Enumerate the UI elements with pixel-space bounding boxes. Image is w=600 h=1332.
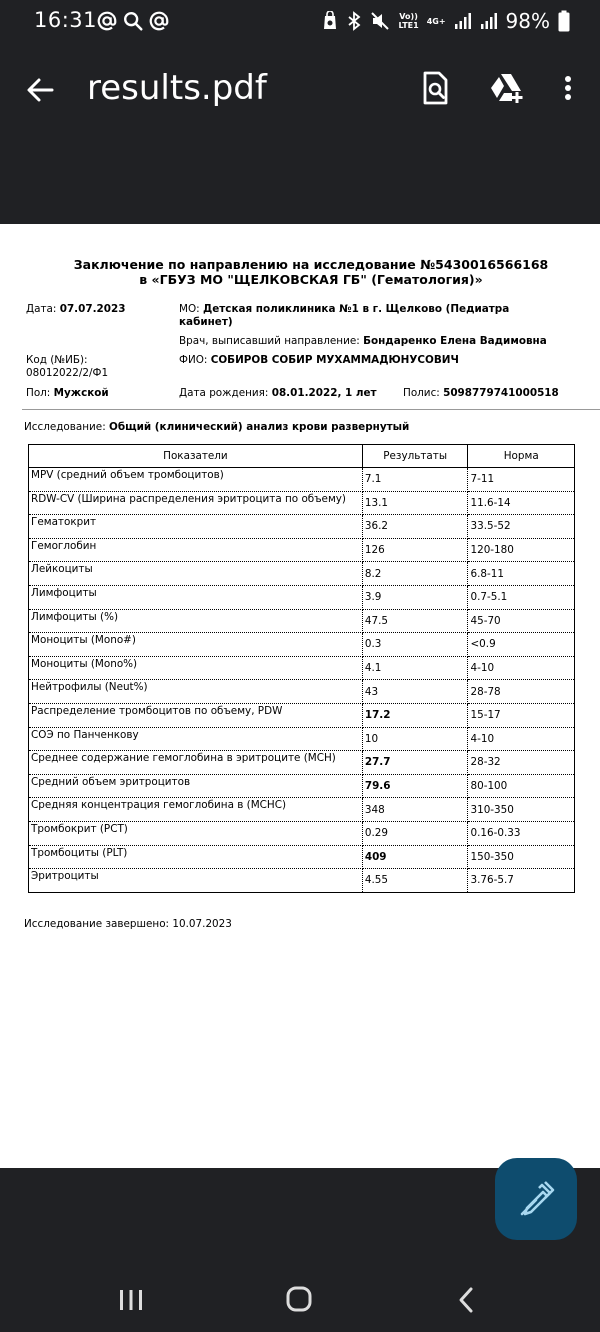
add-to-drive-icon[interactable]	[489, 70, 525, 106]
system-nav-bar	[0, 1266, 600, 1332]
table-row	[29, 869, 575, 893]
indicator-cell: Гемоглобин	[29, 538, 363, 562]
result-cell: 0.3	[362, 633, 468, 657]
header-indicator: Показатели	[29, 445, 363, 468]
indicator-cell: Распределение тромбоцитов по объему, PDW	[29, 703, 363, 727]
policy-field: Полис: 5098779741000518	[403, 387, 559, 399]
table-row	[29, 821, 575, 845]
indicator-cell: Моноциты (Mono#)	[29, 633, 363, 657]
result-cell: 348	[362, 798, 468, 822]
indicator-cell: MPV (средний объем тромбоцитов)	[29, 468, 363, 492]
results-table	[28, 444, 575, 893]
indicator-cell: Средний объем эритроцитов	[29, 774, 363, 798]
app-bar	[0, 44, 600, 224]
more-options-icon[interactable]	[550, 70, 586, 106]
table-row	[29, 515, 575, 539]
doctor-field: Врач, выписавший направление: Бондаренко Елена Вадимовна	[179, 335, 547, 347]
annotate-button[interactable]	[495, 1158, 577, 1240]
indicator-cell: RDW-CV (Ширина распределения эритроцита по объему)	[29, 491, 363, 515]
norm-cell: 11.6-14	[468, 491, 575, 515]
recent-apps-icon[interactable]	[111, 1284, 151, 1316]
table-row	[29, 633, 575, 657]
norm-cell: 0.7-5.1	[468, 585, 575, 609]
table-row	[29, 656, 575, 680]
table-row	[29, 845, 575, 869]
indicator-cell: Средняя концентрация гемоглобина в (MCHC)	[29, 798, 363, 822]
signal-icon	[454, 12, 472, 30]
table-row	[29, 562, 575, 586]
indicator-cell: Среднее содержание гемоглобина в эритроците (MCH)	[29, 751, 363, 775]
result-cell: 4.55	[362, 869, 468, 893]
back-arrow-icon[interactable]	[22, 72, 58, 108]
mo-field: МО: Детская поликлиника №1 в г. Щелково (Педиатра кабинет)	[179, 303, 510, 328]
result-cell: 10	[362, 727, 468, 751]
result-cell: 17.2	[362, 703, 468, 727]
table-row	[29, 538, 575, 562]
table-row	[29, 727, 575, 751]
table-row	[29, 609, 575, 633]
indicator-cell: Лимфоциты	[29, 585, 363, 609]
pen-icon	[495, 1158, 577, 1240]
status-notification-icons	[96, 10, 170, 32]
header-result: Результаты	[362, 445, 468, 468]
completed-field: Исследование завершено: 10.07.2023	[24, 918, 232, 930]
result-cell: 4.1	[362, 656, 468, 680]
study-field: Исследование: Общий (клинический) анализ крови развернутый	[24, 421, 410, 433]
result-cell: 409	[362, 845, 468, 869]
code-field: Код (№ИБ): 08012022/2/Ф1	[26, 354, 109, 379]
indicator-cell: Моноциты (Mono%)	[29, 656, 363, 680]
result-cell: 126	[362, 538, 468, 562]
table-row	[29, 774, 575, 798]
status-bar	[0, 0, 600, 44]
divider	[22, 409, 600, 410]
status-time: 16:31	[34, 8, 98, 32]
norm-cell: 33.5-52	[468, 515, 575, 539]
table-row	[29, 680, 575, 704]
result-cell: 7.1	[362, 468, 468, 492]
header-norm: Норма	[468, 445, 575, 468]
indicator-cell: Лимфоциты (%)	[29, 609, 363, 633]
table-row	[29, 751, 575, 775]
recycle-bag-icon	[322, 11, 338, 31]
norm-cell: 15-17	[468, 703, 575, 727]
norm-cell: 80-100	[468, 774, 575, 798]
norm-cell: 310-350	[468, 798, 575, 822]
result-cell: 8.2	[362, 562, 468, 586]
heading-line-2: в «ГБУЗ МО "ЩЕЛКОВСКАЯ ГБ" (Гематология)»	[139, 272, 483, 287]
network-type-label: 4G+	[426, 16, 446, 26]
norm-cell: 150-350	[468, 845, 575, 869]
norm-cell: 28-78	[468, 680, 575, 704]
norm-cell: 45-70	[468, 609, 575, 633]
table-header-row	[29, 445, 575, 468]
norm-cell: <0.9	[468, 633, 575, 657]
norm-cell: 4-10	[468, 727, 575, 751]
heading-line-1: Заключение по направлению на исследование №5430016566168	[73, 257, 549, 272]
result-cell: 0.29	[362, 821, 468, 845]
status-system-icons	[322, 9, 570, 33]
home-icon[interactable]	[279, 1284, 319, 1316]
volte-label: Vo)) LTE1	[398, 12, 419, 30]
birth-date-field: Дата рождения: 08.01.2022, 1 лет	[179, 387, 377, 399]
result-cell: 13.1	[362, 491, 468, 515]
norm-cell: 0.16-0.33	[468, 821, 575, 845]
norm-cell: 120-180	[468, 538, 575, 562]
indicator-cell: Гематокрит	[29, 515, 363, 539]
norm-cell: 4-10	[468, 656, 575, 680]
at-sign-icon	[148, 10, 170, 32]
document-title: results.pdf	[87, 68, 267, 108]
at-sign-icon	[96, 10, 118, 32]
back-icon[interactable]	[447, 1284, 487, 1316]
table-row	[29, 798, 575, 822]
result-cell: 47.5	[362, 609, 468, 633]
battery-percent: 98%	[505, 9, 550, 33]
result-cell: 79.6	[362, 774, 468, 798]
result-cell: 36.2	[362, 515, 468, 539]
norm-cell: 7-11	[468, 468, 575, 492]
table-row	[29, 703, 575, 727]
result-cell: 3.9	[362, 585, 468, 609]
norm-cell: 3.76-5.7	[468, 869, 575, 893]
indicator-cell: СОЭ по Панченкову	[29, 727, 363, 751]
indicator-cell: Нейтрофилы (Neut%)	[29, 680, 363, 704]
signal-icon	[480, 12, 498, 30]
norm-cell: 6.8-11	[468, 562, 575, 586]
table-row	[29, 491, 575, 515]
date-field: Дата: 07.07.2023	[26, 303, 126, 315]
table-row	[29, 585, 575, 609]
bluetooth-icon	[346, 11, 362, 31]
norm-cell: 28-32	[468, 751, 575, 775]
sex-field: Пол: Мужской	[26, 387, 109, 399]
indicator-cell: Эритроциты	[29, 869, 363, 893]
table-body	[29, 468, 575, 893]
result-cell: 27.7	[362, 751, 468, 775]
search-icon	[122, 10, 144, 32]
battery-icon	[558, 10, 570, 32]
search-document-icon[interactable]	[417, 70, 453, 106]
table-row	[29, 468, 575, 492]
mute-icon	[370, 11, 390, 31]
pdf-page[interactable]	[0, 224, 600, 1168]
fio-field: ФИО: СОБИРОВ СОБИР МУХАММАДЮНУСОВИЧ	[179, 354, 459, 366]
indicator-cell: Лейкоциты	[29, 562, 363, 586]
indicator-cell: Тромбокрит (PCT)	[29, 821, 363, 845]
indicator-cell: Тромбоциты (PLT)	[29, 845, 363, 869]
document-heading	[0, 257, 600, 287]
result-cell: 43	[362, 680, 468, 704]
